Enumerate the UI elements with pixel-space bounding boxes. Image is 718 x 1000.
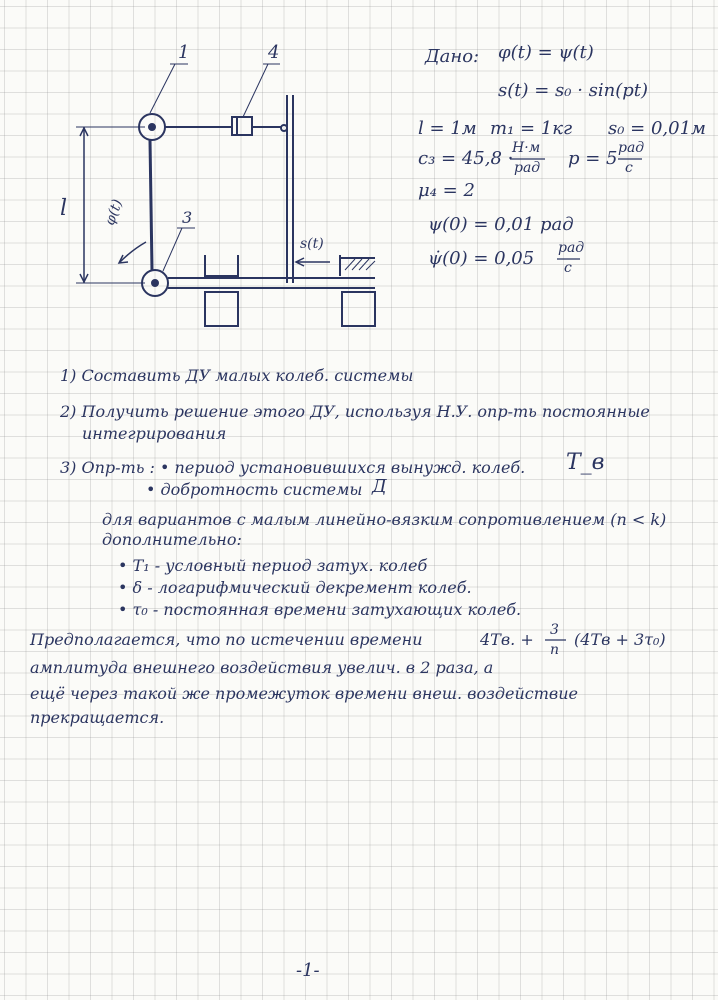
task-2-line1: 2) Получить решение этого ДУ, используя Н.У. опр-ть постоянные — [60, 402, 650, 421]
note-paren: (4Tв + 3τ₀) — [574, 630, 666, 649]
given-label: Дано: — [425, 46, 480, 67]
note-line2: амплитуда внешнего воздействия увелич. в 2 раза, а — [30, 658, 494, 677]
task-3-symbol-d: Д — [372, 476, 387, 497]
task-3-symbol-tv: T_в — [566, 450, 605, 475]
leader-4 — [243, 64, 268, 117]
label-s: s(t) — [300, 236, 324, 252]
label-3: 3 — [182, 208, 193, 227]
damper-4 — [232, 117, 252, 135]
note-line4: прекращается. — [30, 708, 165, 727]
variants-line2: дополнительно: — [102, 530, 242, 549]
given-m: m₁ = 1кг — [490, 118, 573, 139]
note-4tv: 4Tв. + — [480, 630, 534, 649]
bullet-tau: • τ₀ - постоянная времени затухающих колеб. — [118, 600, 522, 619]
label-1: 1 — [178, 42, 190, 63]
given-c3: c₃ = 45,8 · — [418, 148, 514, 169]
given-dpsi0-num: рад — [558, 240, 585, 256]
label-l: l — [60, 196, 68, 221]
given-mu: μ₄ = 2 — [418, 180, 475, 201]
task-3-line1: 3) Опр-ть : • период установившихся вынужд. колеб. — [60, 458, 526, 477]
label-phi: φ(t) — [102, 197, 127, 228]
bullet-t1: • T₁ - условный период затух. колеб — [118, 556, 428, 575]
task-1: 1) Составить ДУ малых колеб. системы — [60, 366, 414, 385]
note-frac-num: 3 — [550, 622, 559, 638]
note-line3: ещё через такой же промежуток времени внеш. воздействие — [30, 684, 578, 703]
given-eq1: φ(t) = ψ(t) — [498, 42, 594, 63]
given-c3-den: рад — [514, 160, 541, 176]
given-p: p = 5 — [568, 148, 618, 169]
pivot-1-center — [149, 124, 155, 130]
leader-3 — [163, 228, 182, 271]
given-dpsi0: ψ̇(0) = 0,05 — [428, 248, 535, 269]
given-s0: s₀ = 0,01м — [608, 118, 706, 139]
label-4: 4 — [268, 42, 280, 63]
task-3-line2: • добротность системы — [146, 480, 363, 499]
given-p-num: рад — [618, 140, 645, 156]
support-right — [342, 292, 375, 326]
phi-arrow — [120, 242, 146, 262]
given-eq2: s(t) = s₀ · sin(pt) — [498, 80, 649, 101]
given-dpsi0-den: с — [564, 260, 572, 276]
given-p-den: с — [625, 160, 633, 176]
hatching — [345, 259, 375, 270]
leader-1 — [150, 64, 175, 113]
given-psi0: ψ(0) = 0,01 рад — [428, 214, 574, 235]
page-number: -1- — [296, 960, 320, 981]
variants-line1: для вариантов с малым линейно-вязким сопротивлением (n < k) — [102, 510, 667, 529]
pivot-3-center — [152, 280, 158, 286]
note-frac-den: n — [550, 642, 560, 658]
given-c3-num: Н·м — [512, 140, 541, 156]
note-line1: Предполагается, что по истечении времени — [30, 630, 423, 649]
support-left — [205, 292, 238, 326]
rod — [150, 140, 152, 270]
task-2-line2: интегрирования — [82, 424, 227, 443]
cup-left — [205, 255, 238, 276]
bullet-delta: • δ - логарифмический декремент колеб. — [118, 578, 472, 597]
given-l: l = 1м — [418, 118, 477, 139]
